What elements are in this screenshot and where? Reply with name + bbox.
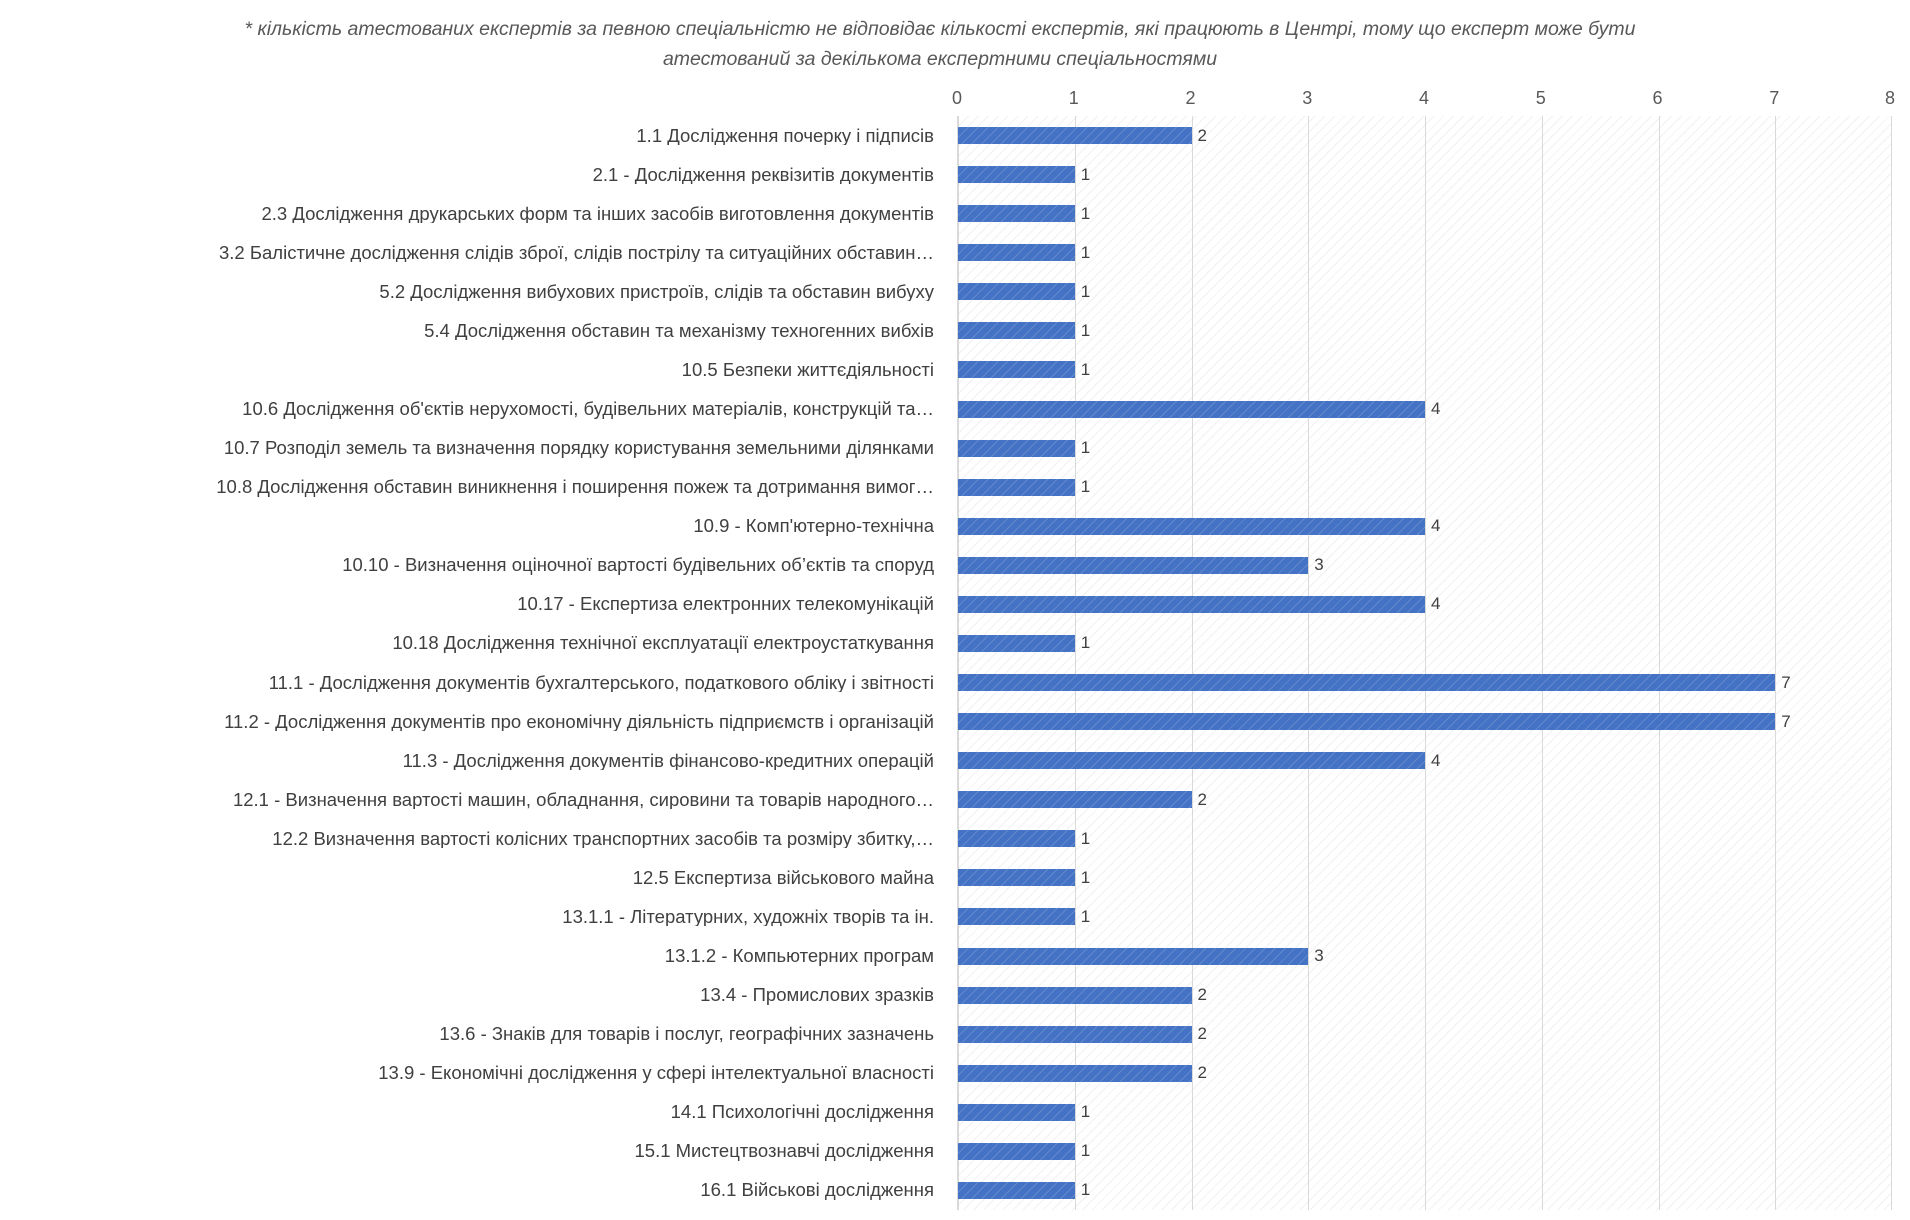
bar [958,713,1775,730]
bar [958,322,1075,339]
bar [958,987,1192,1004]
bar-value-label: 4 [1431,399,1441,419]
category-label: 1.1 Дослідження почерку і підписів [636,126,934,146]
bar-value-label: 3 [1314,555,1324,575]
bar-value-label: 1 [1080,203,1091,223]
x-tick-label: 4 [1418,88,1430,108]
gridline [1075,116,1076,1210]
category-label: 13.9 - Економічні дослідження у сфері інтелектуальної власності [378,1064,934,1083]
x-tick-label: 2 [1185,88,1196,108]
category-label: 10.6 Дослідження об'єктів нерухомості, будівельних матеріалів, конструкцій та… [242,400,934,419]
category-label: 10.17 - Експертиза електронних телекомунікацій [517,595,934,614]
category-label: 13.1.2 - Компьютерних програм [664,947,934,966]
category-label: 2.1 - Дослідження реквізитів документів [592,165,934,185]
category-label: 13.6 - Знаків для товарів і послуг, географічних зазначень [439,1025,934,1044]
bar-value-label: 1 [1080,1180,1091,1200]
x-tick-label: 8 [1884,88,1896,108]
bar [958,830,1075,847]
x-tick-label: 0 [951,88,963,108]
bar [958,1026,1192,1043]
bar [958,869,1075,886]
bar [958,791,1192,808]
category-label: 15.1 Мистецтвознавчі дослідження [634,1142,934,1161]
bar [958,127,1192,144]
bar-value-label: 3 [1314,946,1324,966]
bar-value-label: 1 [1080,359,1091,379]
bar [958,596,1425,613]
bar-value-label: 1 [1080,906,1091,926]
bar-value-label: 1 [1080,320,1091,340]
x-axis [951,88,1896,114]
bar-value-label: 2 [1197,1063,1207,1083]
chart-footnote: * кількість атестованих експертів за певною спеціальністю не відповідає кількості експертів, які працюють в Центрі, тому що експерт може бути атестований за декількома експертними спеціальностями [244,18,1636,70]
bar [958,1104,1075,1121]
bar [958,440,1075,457]
bar [958,948,1308,965]
category-label: 5.2 Дослідження вибухових пристроїв, слідів та обставин вибуху [379,282,934,302]
gridline [1425,116,1426,1210]
bar [958,674,1775,691]
bar-value-label: 2 [1197,1024,1207,1044]
category-label: 11.2 - Дослідження документів про економічну діяльність підприємств і організацій [224,712,934,732]
category-label: 13.4 - Промислових зразків [700,986,934,1005]
bar-value-label: 7 [1781,672,1791,692]
category-label: 12.2 Визначення вартості колісних транспортних засобів та розміру збитку,… [272,829,934,849]
category-label: 10.18 Дослідження технічної експлуатації електроустаткування [392,634,934,653]
bar [958,557,1308,574]
gridline [1542,116,1543,1210]
category-axis [0,116,944,1210]
bar-value-label: 1 [1080,828,1091,848]
bar-value-label: 4 [1431,594,1441,614]
gridline [1192,116,1193,1210]
bar [958,244,1075,261]
x-tick-label: 1 [1068,88,1079,108]
x-tick-label: 6 [1652,88,1663,108]
category-label: 14.1 Психологічні дослідження [670,1103,934,1122]
category-label: 12.1 - Визначення вартості машин, обладнання, сировини та товарів народного… [232,790,934,810]
bar-value-label: 4 [1431,516,1441,536]
bar-value-label: 1 [1080,477,1091,497]
category-label: 10.8 Дослідження обставин виникнення і поширення пожеж та дотримання вимог… [216,478,934,497]
bar [958,283,1075,300]
category-label: 10.10 - Визначення оціночної вартості будівельних об’єктів та споруд [342,556,934,575]
category-label: 2.3 Дослідження друкарських форм та інших засобів виготовлення документів [261,204,934,224]
bar [958,1143,1075,1160]
bar [958,479,1075,496]
category-label: 10.9 - Комп'ютерно-технічна [693,517,934,536]
bar [958,635,1075,652]
bar-value-label: 1 [1080,867,1091,887]
gridline [1775,116,1776,1210]
x-tick-label: 7 [1769,88,1780,108]
bar [958,518,1425,535]
category-label: 11.1 - Дослідження документів бухгалтерського, податкового обліку і звітності [268,673,934,693]
gridline [1891,116,1892,1210]
bar-chart [0,88,1910,1220]
bar [958,752,1425,769]
category-label: 10.5 Безпеки життєдіяльності [681,360,934,380]
bar [958,908,1075,925]
bar-value-label: 2 [1197,125,1207,145]
x-tick-label: 3 [1302,88,1313,108]
plot-area [957,116,1892,1210]
bar-value-label: 1 [1080,1102,1091,1122]
category-label: 16.1 Військові дослідження [700,1181,934,1200]
bar-value-label: 1 [1080,164,1091,184]
bar-value-label: 7 [1781,711,1791,731]
bar-value-label: 1 [1080,438,1091,458]
bar [958,401,1425,418]
bar [958,1065,1192,1082]
category-label: 11.3 - Дослідження документів фінансово-кредитних операцій [402,751,934,771]
bar [958,205,1075,222]
bar [958,1182,1075,1199]
bar [958,361,1075,378]
bar [958,166,1075,183]
gridline [958,116,959,1210]
bar-value-label: 2 [1197,789,1207,809]
gridline [1308,116,1309,1210]
category-label: 13.1.1 - Літературних, художніх творів та ін. [562,907,934,927]
category-label: 5.4 Дослідження обставин та механізму техногенних вибхів [424,321,934,341]
bar-value-label: 1 [1080,633,1091,653]
bar-value-label: 2 [1197,985,1207,1005]
bar-value-label: 1 [1080,242,1091,262]
category-label: 10.7 Розподіл земель та визначення порядку користування земельними ділянками [223,439,934,458]
gridline [1659,116,1660,1210]
category-label: 12.5 Експертиза військового майна [632,868,934,888]
x-tick-label: 5 [1535,88,1546,108]
bar-value-label: 4 [1431,750,1441,770]
bar-value-label: 1 [1080,1141,1091,1161]
category-label: 3.2 Балістичне дослідження слідів зброї, слідів пострілу та ситуаційних обставин… [219,243,934,263]
bar-value-label: 1 [1080,281,1091,301]
